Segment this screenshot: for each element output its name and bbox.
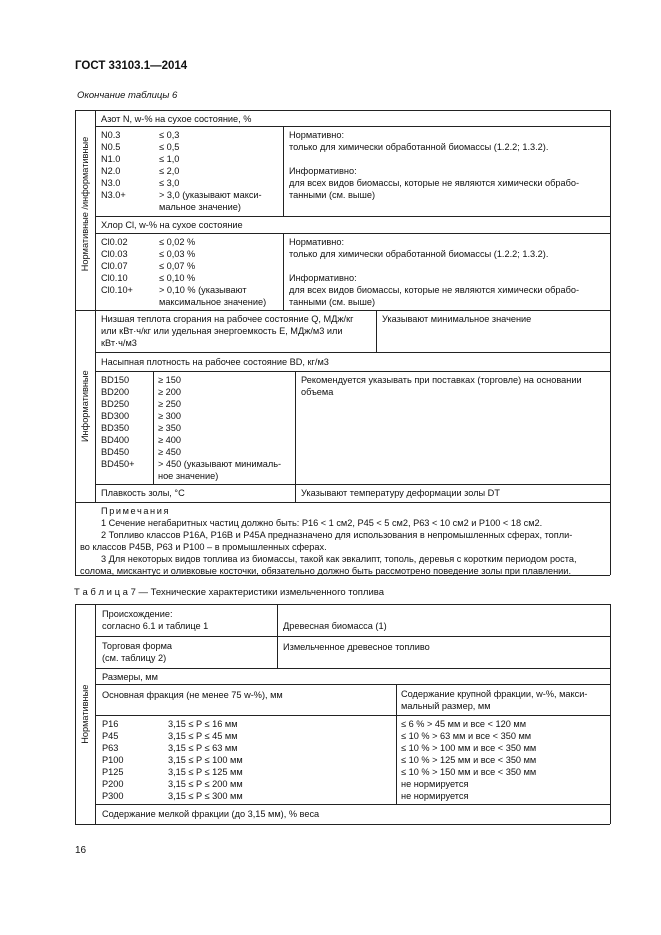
bulk-density-title: Насыпная плотность на рабочее состояние BD, кг/м3 [101, 357, 329, 367]
chlorine-code: Cl0.10+ [101, 285, 133, 295]
document-title: ГОСТ 33103.1—2014 [75, 60, 188, 72]
note-line: Нормативно: [289, 130, 345, 140]
size-code: P100 [102, 755, 124, 765]
note-3-cont: солома, мискантус и оливковые косточки, обязательно должно быть рассмотрено поведение золы при плавлении. [80, 566, 571, 576]
coarse-header-line: мальный размер, мм [401, 701, 491, 711]
note-line: Информативно: [289, 166, 357, 176]
size-code: P16 [102, 719, 119, 729]
bd-code: BD450 [101, 447, 130, 457]
chlorine-value: ≤ 0,10 % [159, 273, 196, 283]
size-range: 3,15 ≤ P ≤ 16 мм [168, 719, 238, 729]
ash-melting-note: Указывают температуру деформации золы DT [301, 488, 500, 498]
origin-value: Древесная биомасса (1) [283, 621, 387, 631]
ash-melting-label: Плавкость золы, °С [101, 488, 185, 498]
size-range: 3,15 ≤ P ≤ 200 мм [168, 779, 243, 789]
bd-code: BD250 [101, 399, 130, 409]
note-3: 3 Для некоторых видов топлива из биомассы, такой как эвкалипт, тополь, деревья с коротким периодом роста, [101, 554, 577, 564]
chlorine-code: Cl0.03 [101, 249, 128, 259]
trade-form-value: Измельченное древесное топливо [283, 642, 430, 652]
size-range: 3,15 ≤ P ≤ 125 мм [168, 767, 243, 777]
notes-heading: Примечания [101, 506, 171, 516]
note-line: для всех видов биомассы, которые не являются химически обрабо- [289, 178, 580, 188]
bd-value: ное значение) [158, 471, 219, 481]
coarse-value: ≤ 6 % > 45 мм и все < 120 мм [401, 719, 527, 729]
nitrogen-code: N1.0 [101, 154, 121, 164]
trade-form-line: Торговая форма [102, 641, 172, 651]
chlorine-value: > 0,10 % (указывают [159, 285, 247, 295]
chlorine-title: Хлор Cl, w-% на сухое состояние [101, 220, 243, 230]
nitrogen-value: > 3,0 (указывают макси- [159, 190, 262, 200]
chlorine-value: ≤ 0,03 % [159, 249, 196, 259]
coarse-value: не нормируется [401, 779, 469, 789]
chlorine-code: Cl0.07 [101, 261, 128, 271]
table-caption: Окончание таблицы 6 [77, 90, 178, 101]
nitrogen-code: N0.5 [101, 142, 121, 152]
bd-value: ≥ 400 [158, 435, 181, 445]
size-code: P125 [102, 767, 124, 777]
size-range: 3,15 ≤ P ≤ 45 мм [168, 731, 238, 741]
bd-code: BD150 [101, 375, 130, 385]
note-line: Нормативно: [289, 237, 345, 247]
origin-line: Происхождение: [102, 609, 173, 619]
fines-label: Содержание мелкой фракции (до 3,15 мм), % веса [102, 809, 320, 819]
main-fraction-header: Основная фракция (не менее 75 w-%), мм [102, 690, 283, 700]
bd-code: BD450+ [101, 459, 135, 469]
origin-line: согласно 6.1 и таблице 1 [102, 621, 209, 631]
chlorine-value: ≤ 0,02 % [159, 237, 196, 247]
coarse-value: не нормируется [401, 791, 469, 801]
size-range: 3,15 ≤ P ≤ 100 мм [168, 755, 243, 765]
chlorine-value: ≤ 0,07 % [159, 261, 196, 271]
coarse-value: ≤ 10 % > 100 мм и все < 350 мм [401, 743, 537, 753]
nitrogen-value: ≤ 1,0 [159, 154, 180, 164]
nitrogen-code: N0.3 [101, 130, 121, 140]
size-code: P200 [102, 779, 124, 789]
nitrogen-code: N3.0+ [101, 190, 126, 200]
note-1: 1 Сечение негабаритных частиц должно быть: P16 < 1 см2, P45 < 5 см2, P63 < 10 см2 и P100 < 18 см2. [101, 518, 543, 528]
bd-value: ≥ 450 [158, 447, 181, 457]
coarse-header-line: Содержание крупной фракции, w-%, макси- [401, 689, 588, 699]
nitrogen-title: Азот N, w-% на сухое состояние, % [101, 114, 252, 124]
trade-form-line: (см. таблицу 2) [102, 653, 167, 663]
size-code: P300 [102, 791, 124, 801]
side-label-normative: Нормативные [79, 684, 90, 744]
table7-caption: Т а б л и ц а 7 — Технические характеристики измельченного топлива [74, 587, 384, 598]
chlorine-code: Cl0.10 [101, 273, 128, 283]
bd-value: ≥ 350 [158, 423, 181, 433]
side-label-informative: Информативные [79, 370, 90, 443]
nitrogen-code: N3.0 [101, 178, 121, 188]
note-line: Информативно: [289, 273, 357, 283]
size-code: P45 [102, 731, 119, 741]
note-line: Рекомендуется указывать при поставках (торговле) на основании [301, 375, 582, 385]
note-line: танными (см. выше) [289, 190, 376, 200]
size-range: 3,15 ≤ P ≤ 63 мм [168, 743, 238, 753]
calorific-line: Низшая теплота сгорания на рабочее состояние Q, МДж/кг [101, 314, 354, 324]
nitrogen-value: ≤ 0,5 [159, 142, 180, 152]
note-line: для всех видов биомассы, которые не являются химически обрабо- [289, 285, 580, 295]
calorific-line: кВт·ч/м3 [101, 338, 137, 348]
chlorine-value: максимальное значение) [159, 297, 267, 307]
sizes-title: Размеры, мм [102, 672, 158, 682]
bd-value: ≥ 200 [158, 387, 181, 397]
bd-code: BD350 [101, 423, 130, 433]
nitrogen-code: N2.0 [101, 166, 121, 176]
bd-value: ≥ 150 [158, 375, 181, 385]
size-range: 3,15 ≤ P ≤ 300 мм [168, 791, 243, 801]
chlorine-code: Cl0.02 [101, 237, 128, 247]
calorific-note: Указывают минимальное значение [382, 314, 532, 324]
calorific-line: или кВт·ч/кг или удельная энергоемкость E, МДж/м3 или [101, 326, 343, 336]
note-2-cont: во классов P45B, P63 и P100 – в промышленных сферах. [80, 542, 327, 552]
note-2: 2 Топливо классов P16A, P16B и P45A предназначено для использования в непромышленных сферах, топли- [101, 530, 573, 540]
bd-code: BD400 [101, 435, 130, 445]
bd-code: BD200 [101, 387, 130, 397]
page-number: 16 [75, 845, 87, 856]
bd-value: ≥ 250 [158, 399, 181, 409]
note-line: объема [301, 387, 334, 397]
note-line: только для химически обработанной биомассы (1.2.2; 1.3.2). [289, 249, 549, 259]
bd-value: ≥ 300 [158, 411, 181, 421]
note-line: только для химически обработанной биомассы (1.2.2; 1.3.2). [289, 142, 549, 152]
side-label-normative-informative: Нормативные /информативные [79, 136, 90, 272]
coarse-value: ≤ 10 % > 63 мм и все < 350 мм [401, 731, 532, 741]
coarse-value: ≤ 10 % > 150 мм и все < 350 мм [401, 767, 537, 777]
note-line: танными (см. выше) [289, 297, 376, 307]
bd-code: BD300 [101, 411, 130, 421]
nitrogen-value: ≤ 2,0 [159, 166, 180, 176]
size-code: P63 [102, 743, 119, 753]
coarse-value: ≤ 10 % > 125 мм и все < 350 мм [401, 755, 537, 765]
nitrogen-value: ≤ 3,0 [159, 178, 180, 188]
nitrogen-value: ≤ 0,3 [159, 130, 180, 140]
nitrogen-value: мальное значение) [159, 202, 241, 212]
bd-value: > 450 (указывают минималь- [158, 459, 282, 469]
